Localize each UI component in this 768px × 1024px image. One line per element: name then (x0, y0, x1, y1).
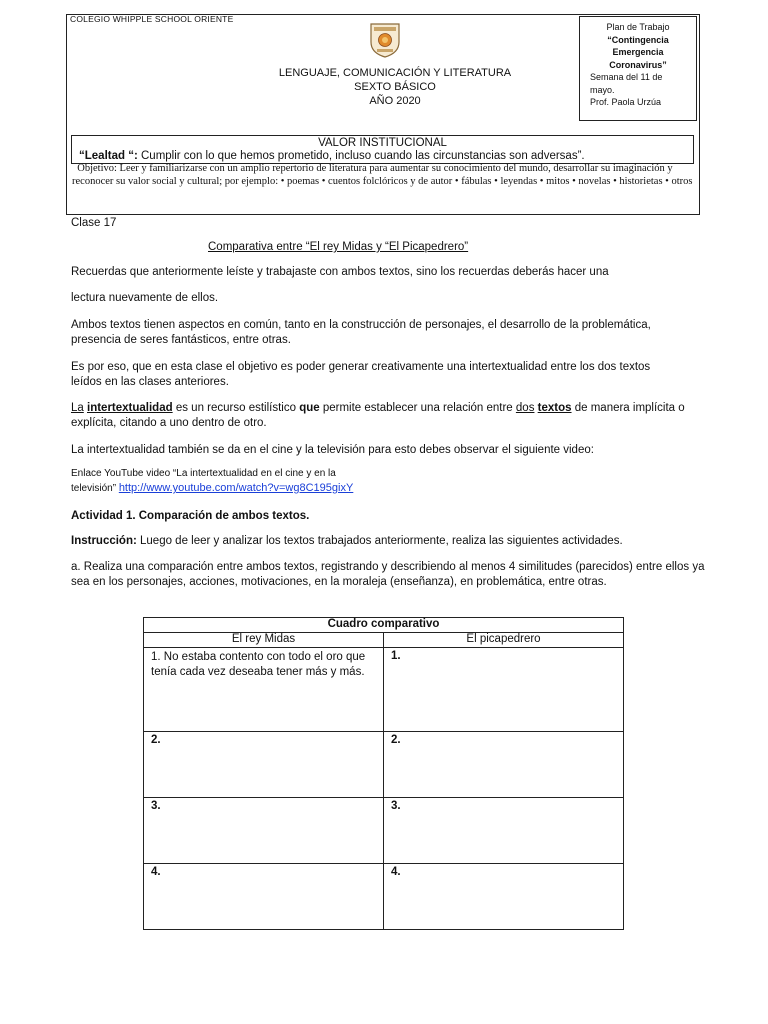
valor-body: Cumplir con lo que hemos prometido, incluso cuando las circunstancias son adversas”. (137, 150, 585, 162)
plan-line: Plan de Trabajo (606, 22, 670, 32)
instruccion-label: Instrucción: (71, 535, 137, 547)
table-cell-rey-midas[interactable]: 2. (144, 732, 384, 798)
school-crest-icon (368, 22, 402, 58)
paragraph-1: Recuerdas que anteriormente leíste y trabajaste con ambos textos, sino los recuerdas deberás hacer una (71, 266, 609, 278)
subject-block (200, 66, 590, 108)
table-row (144, 732, 624, 798)
video-line-2 (71, 481, 711, 496)
table-cell-rey-midas[interactable]: 3. (144, 798, 384, 864)
objetivo-text: Leer y familiarizarse con un amplio repertorio de literatura para aumentar su conocimiento del mundo, desarrollar su imaginación y reconocer su valor social y cultural; por ejemplo: • poemas • cuentos folclóricos y de autor • fábulas • leyendas • mitos • novelas • historietas • otros (72, 163, 693, 187)
plan-line: “Contingencia (607, 34, 669, 45)
p4-part: es un recurso estilístico (172, 402, 300, 414)
p4-part: La (71, 402, 84, 414)
school-name: COLEGIO WHIPPLE SCHOOL ORIENTE (70, 14, 234, 24)
paragraph-4 (71, 401, 691, 431)
actividad-a: a. Realiza una comparación entre ambos textos, registrando y describiendo al menos 4 similitudes (parecidos) entre ellos ya sea en los personajes, acciones, motivaciones, en la moraleja (enseñanza), en problemática, entre otras. (71, 561, 705, 588)
plan-line: mayo. (590, 84, 615, 95)
column-header-picapedrero: El picapedrero (384, 633, 624, 648)
p4-part: que (299, 402, 320, 414)
plan-line: Emergencia (612, 47, 664, 57)
year: AÑO 2020 (369, 95, 421, 107)
plan-box (579, 16, 697, 121)
table-cell-rey-midas[interactable]: 1. No estaba contento con todo el oro que tenía cada vez deseaba tener más y más. (144, 648, 384, 732)
video-link-block (71, 467, 711, 496)
table-title: Cuadro comparativo (144, 618, 624, 633)
valor-title: VALOR INSTITUCIONAL (318, 137, 447, 149)
grade: SEXTO BÁSICO (354, 81, 436, 93)
p4-keyword: intertextualidad (87, 402, 173, 414)
table-cell-picapedrero[interactable]: 4. (384, 864, 624, 930)
plan-line: Coronavirus” (609, 59, 667, 70)
table-cell-picapedrero[interactable]: 3. (384, 798, 624, 864)
paragraph-2: Ambos textos tienen aspectos en común, tanto en la construcción de personajes, el desarrollo de la problemática, presencia de seres fantásticos, entre otras. (71, 319, 651, 346)
p4-part: textos (537, 402, 572, 414)
table-cell-picapedrero[interactable]: 1. (384, 648, 624, 732)
table-row (144, 798, 624, 864)
valor-label: “Lealtad “: (79, 150, 138, 162)
paragraph-5: La intertextualidad también se da en el cine y la televisión para esto debes observar el siguiente video: (71, 444, 594, 456)
p4-part: dos (515, 402, 535, 414)
video-label-2: televisión” (71, 483, 119, 494)
table-row (144, 648, 624, 732)
paragraph-3: Es por eso, que en esta clase el objetivo es poder generar creativamente una intertextualidad entre los dos textos leídos en las clases anteriores. (71, 361, 651, 388)
subject-title: LENGUAJE, COMUNICACIÓN Y LITERATURA (278, 67, 512, 79)
table-cell-rey-midas[interactable]: 4. (144, 864, 384, 930)
valor-text (72, 150, 693, 163)
instruccion (71, 534, 711, 549)
objetivo (72, 163, 694, 188)
lesson-title: Comparativa entre “El rey Midas y “El Picapedrero” (208, 241, 469, 253)
p4-part: permite establecer una relación entre (319, 402, 516, 414)
video-label: Enlace YouTube video “La intertextualidad en el cine y en la (71, 468, 336, 479)
plan-line: Prof. Paola Urzúa (590, 97, 662, 107)
column-header-rey-midas: El rey Midas (144, 633, 384, 648)
objetivo-label: Objetivo: (77, 163, 117, 174)
cuadro-comparativo-table (143, 617, 624, 930)
p4-part: de manera implícita o explícita, citando a uno dentro de otro. (71, 402, 685, 429)
table-row (144, 864, 624, 930)
valor-institucional-box (71, 135, 694, 164)
table-cell-picapedrero[interactable]: 2. (384, 732, 624, 798)
plan-line: Semana del 11 de (590, 72, 663, 82)
clase-number: Clase 17 (71, 217, 117, 229)
paragraph-1b: lectura nuevamente de ellos. (71, 292, 219, 304)
actividad-heading: Actividad 1. Comparación de ambos textos. (71, 510, 310, 522)
instruccion-text: Luego de leer y analizar los textos trabajados anteriormente, realiza las siguientes actividades. (136, 535, 623, 547)
youtube-link[interactable]: http://www.youtube.com/watch?v=wg8C195gixY (118, 482, 354, 494)
